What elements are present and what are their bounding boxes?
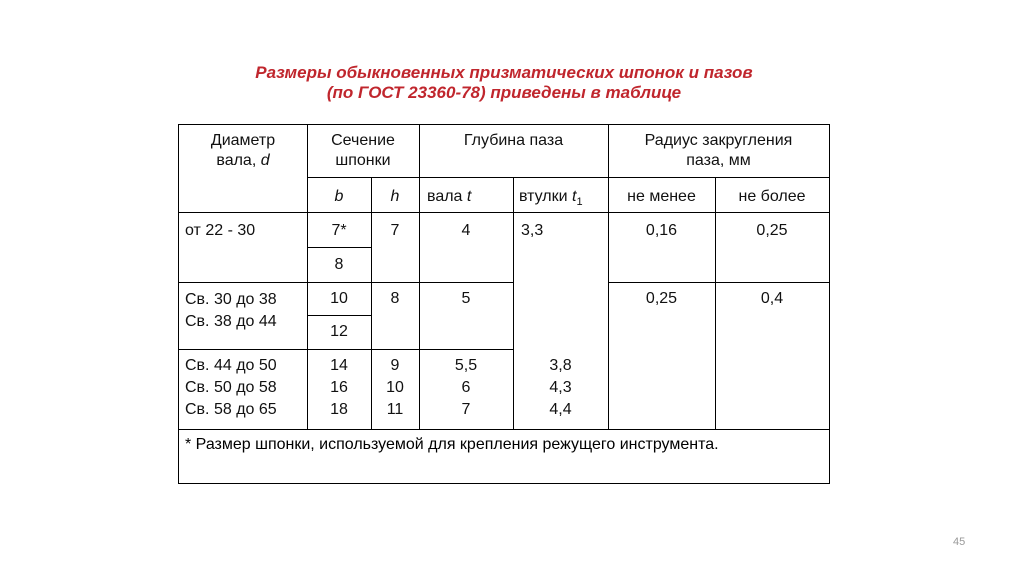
row1-t1: 3,3 xyxy=(521,222,544,239)
row1-diameter: от 22 - 30 xyxy=(185,222,256,239)
row1-r-max: 0,25 xyxy=(756,222,788,239)
row1-t: 4 xyxy=(461,222,471,239)
table-hline xyxy=(179,282,513,283)
row1-b-alt: 8 xyxy=(334,256,344,273)
row2-r-min: 0,25 xyxy=(645,290,678,307)
row2-b: 10 xyxy=(330,290,348,307)
row1-r-min: 0,16 xyxy=(645,222,678,239)
header-groove-depth: Глубина паза xyxy=(463,132,564,149)
header-max: не более xyxy=(738,188,806,205)
table-hline xyxy=(179,349,513,350)
table-hline xyxy=(179,212,829,213)
row3-t: 5,5 6 7 xyxy=(454,357,478,418)
page-number: 45 xyxy=(953,536,966,548)
row2-t: 5 xyxy=(461,290,471,307)
slide-title-line-1: Размеры обыкновенных призматических шпонок и пазов xyxy=(255,63,753,82)
table-hline xyxy=(179,429,829,430)
row2-diameter: Св. 30 до 38 Св. 38 до 44 xyxy=(185,291,277,330)
table-footnote: * Размер шпонки, используемой для крепления режущего инструмента. xyxy=(185,436,719,453)
row2-h: 8 xyxy=(390,290,400,307)
row3-b: 14 16 18 xyxy=(330,357,348,418)
table-hline xyxy=(307,247,371,248)
row3-t1: 3,8 4,3 4,4 xyxy=(549,357,572,418)
row2-r-max: 0,4 xyxy=(760,290,784,307)
table-hline xyxy=(608,282,829,283)
row3-h: 9 10 11 xyxy=(386,357,404,418)
row1-b: 7* xyxy=(331,222,347,239)
key-dimensions-table xyxy=(178,124,830,484)
slide-title-line-2: (по ГОСТ 23360-78) приведены в таблице xyxy=(326,83,682,102)
header-key-section: Сечение шпонки xyxy=(331,132,395,169)
row3-diameter: Св. 44 до 50 Св. 50 до 58 Св. 58 до 65 xyxy=(185,357,277,418)
header-groove-radius: Радиус закругления паза, мм xyxy=(644,132,793,169)
row1-h: 7 xyxy=(390,222,400,239)
header-h: h xyxy=(390,188,400,205)
table-hline xyxy=(307,177,829,178)
table-hline xyxy=(307,315,371,316)
header-diameter: Диаметр вала, d xyxy=(210,132,276,169)
header-hub-t1: втулки $t_1$ xyxy=(519,188,583,209)
header-shaft-t: вала t xyxy=(427,188,472,205)
header-b: b xyxy=(334,188,344,205)
row2-b-alt: 12 xyxy=(330,323,348,340)
header-min: не менее xyxy=(627,188,696,205)
